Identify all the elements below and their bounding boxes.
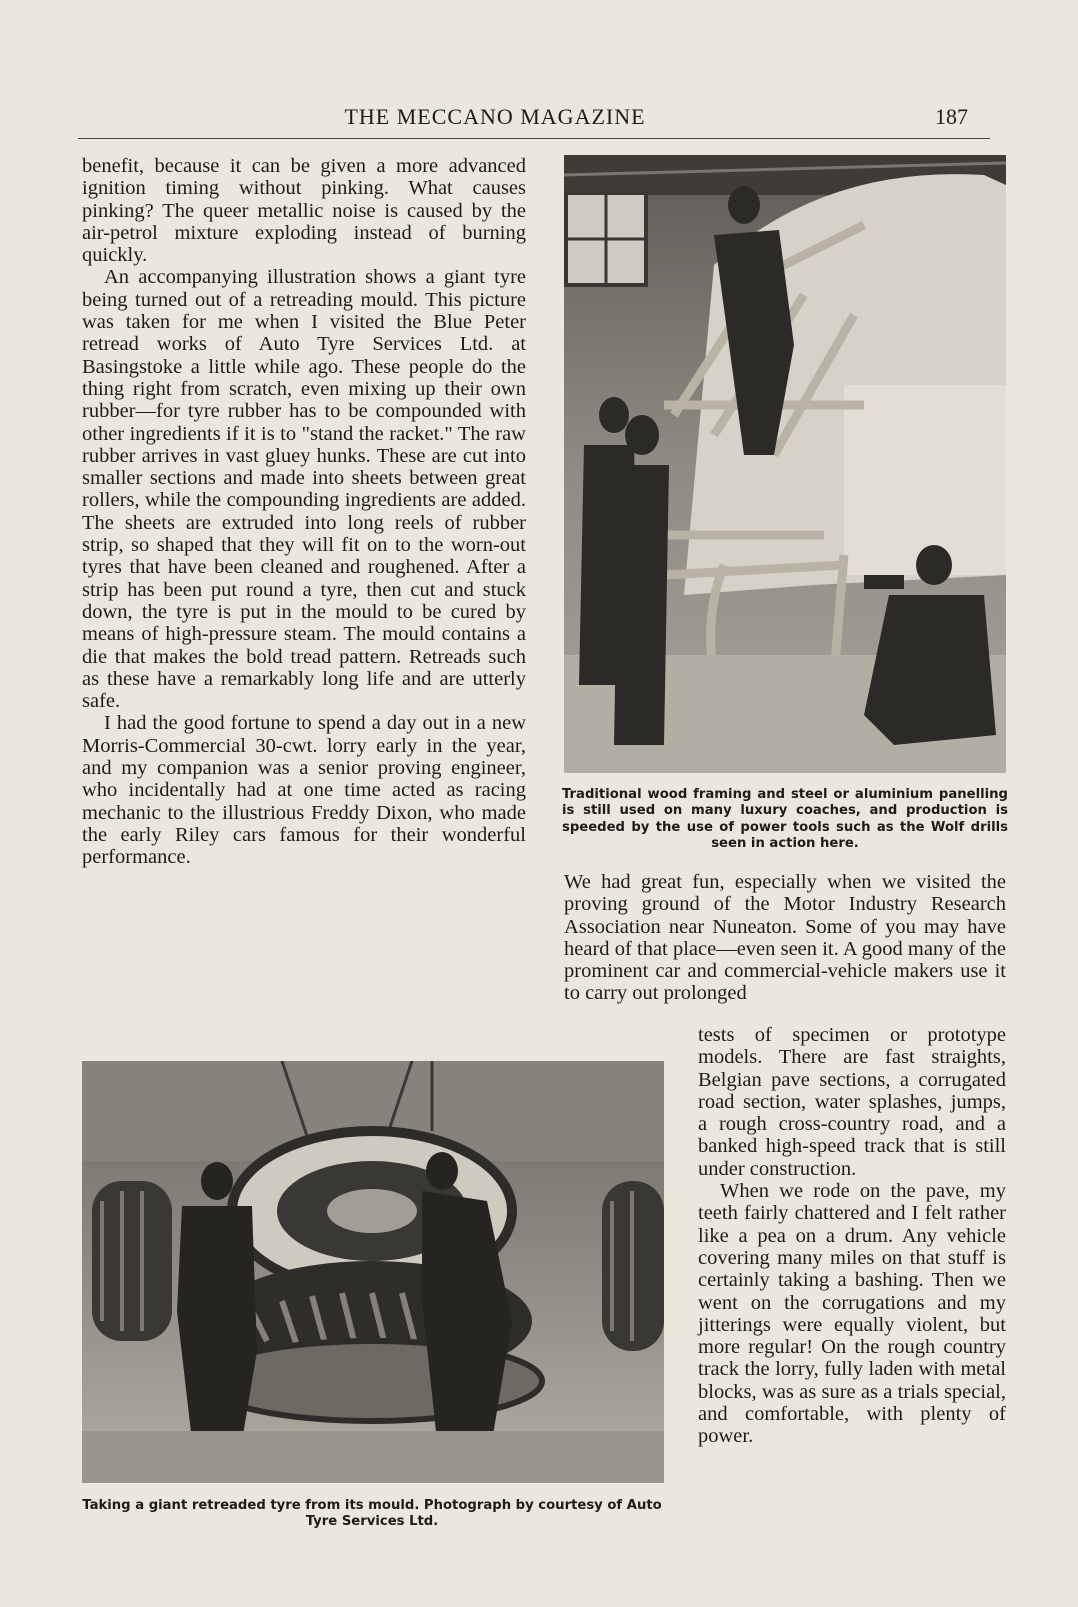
paragraph: An accompanying illustration shows a giant tyre being turned out of a retreading mould. This picture was taken for me when I visited the Blue Peter retread works of Auto Tyre Services Ltd. at Basingstoke a little while ago. These people do the thing right from scratch, even mixing up their own rubber—for tyre rubber has to be compounded with other ingredients if it is to "stand the racket." The raw rubber arrives in vast gluey hunks. These are cut into smaller sections and made into sheets between great rollers, while the compounding ingredients are added. The sheets are extruded into long reels of rubber strip, so shaped that they will fit on to the worn-out tyres that have been cleaned and roughened. After a strip has been put round a tyre, then cut and stuck down, the tyre is put in the mould to be cured by means of high-pressure steam. The mould contains a die that makes the bold tread pattern. Retreads such as these have a remarkably long life and are utterly safe. xyxy=(82,266,526,713)
right-column-text xyxy=(564,871,1006,1005)
running-head xyxy=(80,102,988,134)
paragraph: benefit, because it can be given a more advanced ignition timing without pinking. What causes pinking? The queer metallic noise is caused by the air-petrol mixture exploding instead of burning quickly. xyxy=(82,155,526,267)
right-narrow-text xyxy=(698,1024,1006,1448)
paragraph: I had the good fortune to spend a day out in a new Morris-Commercial 30-cwt. lorry early in the year, and my companion was a senior proving engineer, who incidentally had at one time acted as racing mechanic to the illustrious Freddy Dixon, who made the early Riley cars famous for their wonderful performance. xyxy=(82,712,526,869)
tyre-mould-photo xyxy=(82,1061,664,1483)
page-number: 187 xyxy=(935,104,968,129)
coach-photo-caption: Traditional wood framing and steel or aluminium panelling is still used on many luxury coaches, and production is speeded by the use of power tools such as the Wolf drills seen in action here. xyxy=(562,787,1008,852)
header-rule xyxy=(78,138,990,139)
left-column-text xyxy=(82,155,526,869)
paragraph: When we rode on the pave, my teeth fairly chattered and I felt rather like a pea on a drum. Any vehicle covering many miles on that stuff is certainly taking a bashing. Then we went on the corrugations and my jitterings were equally violent, but more regular! On the rough country track the lorry, fully laden with metal blocks, was as sure as a trials special, and comfortable, with plenty of power. xyxy=(698,1180,1006,1448)
paragraph: tests of specimen or prototype models. There are fast straights, Belgian pave sections, a corrugated road section, water splashes, jumps, a rough cross-country road, and a banked high-speed track that is still under construction. xyxy=(698,1024,1006,1180)
magazine-title: THE MECCANO MAGAZINE xyxy=(344,104,646,129)
paragraph: We had great fun, especially when we visited the proving ground of the Motor Industry Research Association near Nuneaton. Some of you may have heard of that place—even seen it. A good many of the prominent car and commercial-vehicle makers use it to carry out prolonged xyxy=(564,871,1006,1005)
coach-framing-photo xyxy=(564,155,1006,773)
tyre-photo-caption: Taking a giant retreaded tyre from its mould. Photograph by courtesy of Auto Tyre Services Ltd. xyxy=(82,1498,662,1530)
